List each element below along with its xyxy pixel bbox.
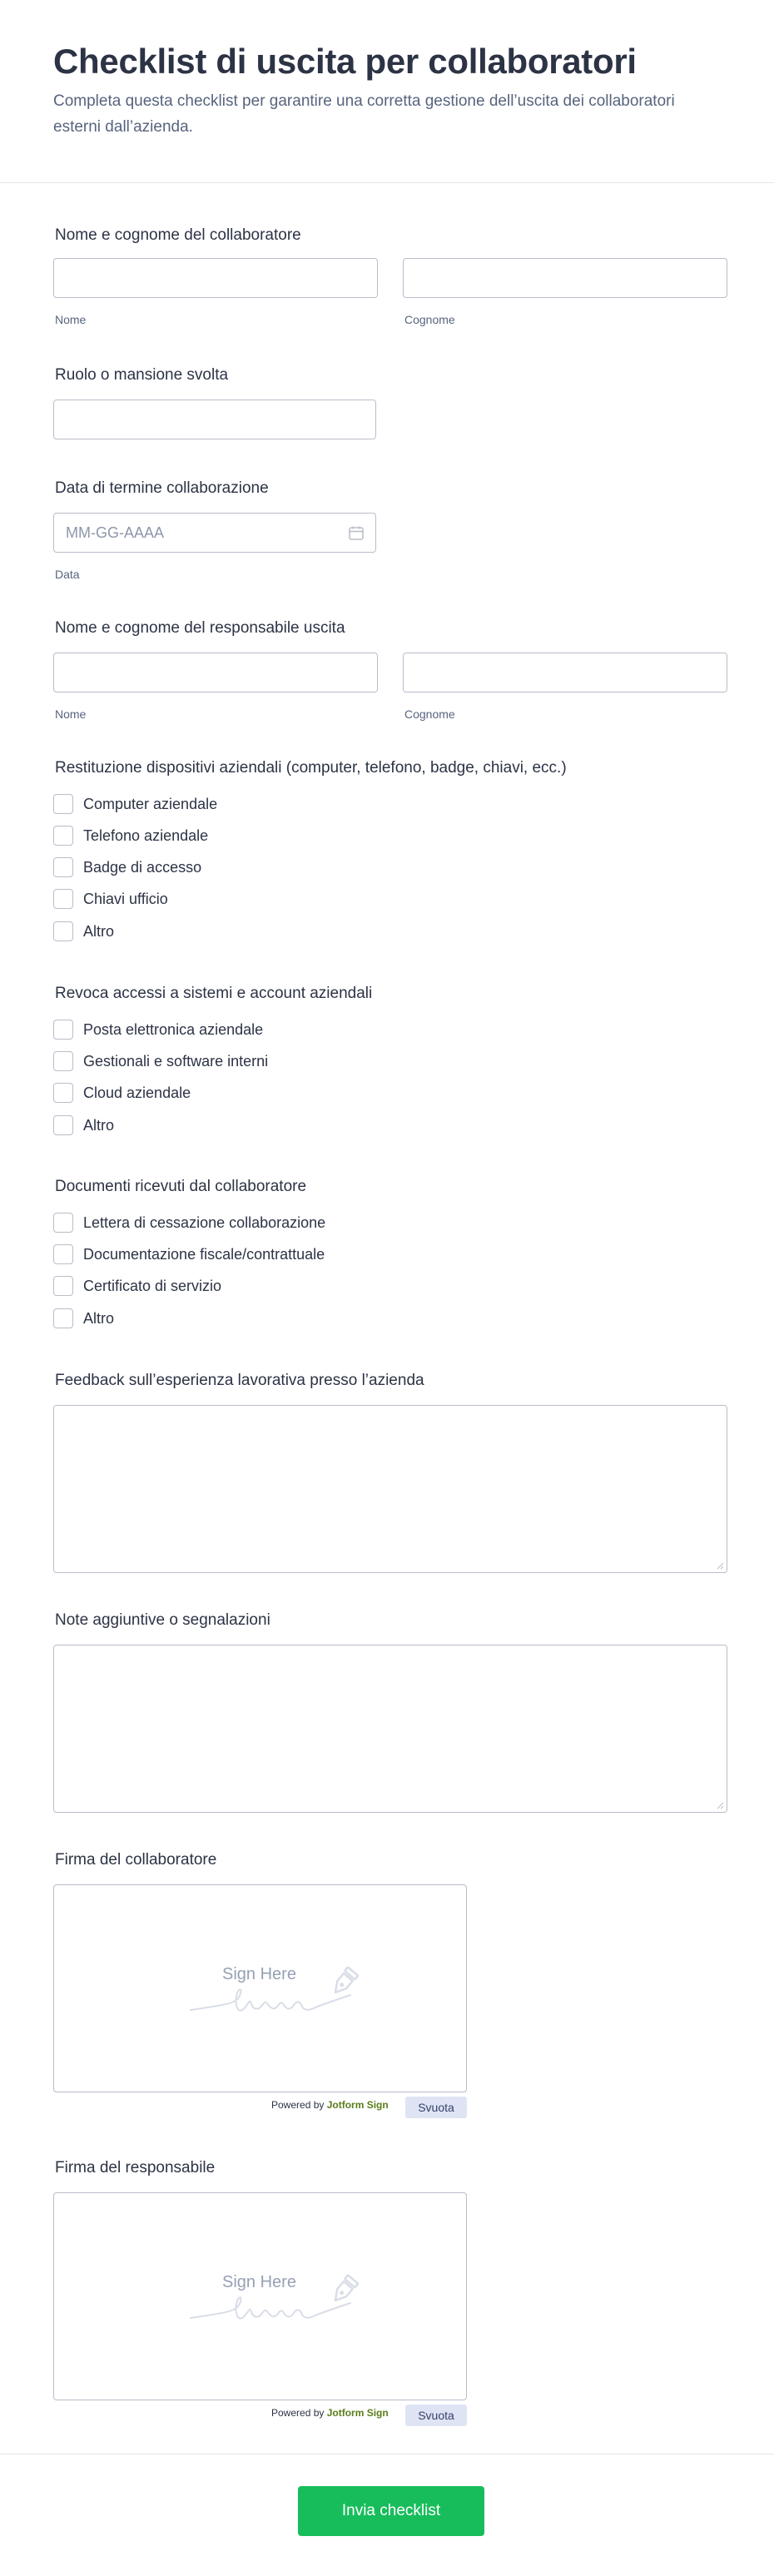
documents-label: Documenti ricevuti dal collaboratore xyxy=(55,1178,307,1195)
devices-option[interactable] xyxy=(53,793,217,815)
option-label: Documentazione fiscale/contrattuale xyxy=(83,1245,325,1263)
devices-option[interactable] xyxy=(53,888,168,910)
signature-placeholder: Sign Here xyxy=(222,1965,296,1983)
notes-input[interactable] xyxy=(54,1645,727,1812)
option-label: Cloud aziendale xyxy=(83,1084,191,1101)
manager-name-label: Nome e cognome del responsabile uscita xyxy=(55,619,345,637)
collaborator-first-name-sublabel: Nome xyxy=(55,313,87,326)
option-label: Badge di accesso xyxy=(83,858,202,876)
powered-by-label: Powered by xyxy=(271,2099,325,2111)
checkbox[interactable] xyxy=(53,1244,73,1264)
option-label: Certificato di servizio xyxy=(83,1277,222,1294)
powered-by-text xyxy=(271,2099,389,2111)
checkbox[interactable] xyxy=(53,1051,73,1071)
signature-collaborator-pad[interactable] xyxy=(53,1884,467,2092)
collaborator-last-name-field[interactable] xyxy=(403,258,727,298)
feedback-label: Feedback sull’esperienza lavorativa presso l’azienda xyxy=(55,1372,424,1389)
option-label: Altro xyxy=(83,922,115,940)
end-date-input[interactable] xyxy=(54,514,375,552)
access-option[interactable] xyxy=(53,1019,263,1040)
signature-placeholder: Sign Here xyxy=(222,2273,296,2291)
manager-first-name-field[interactable] xyxy=(53,653,378,692)
manager-last-name-sublabel: Cognome xyxy=(404,707,455,721)
checkbox[interactable] xyxy=(53,1308,73,1328)
collaborator-first-name-field[interactable] xyxy=(53,258,378,298)
form-footer xyxy=(0,2454,774,2576)
notes-textarea[interactable] xyxy=(53,1645,727,1813)
collaborator-first-name-input[interactable] xyxy=(54,259,377,297)
role-input[interactable] xyxy=(54,400,375,439)
documents-option[interactable] xyxy=(53,1275,221,1297)
manager-last-name-field[interactable] xyxy=(403,653,727,692)
option-label: Altro xyxy=(83,1116,115,1134)
option-label: Telefono aziendale xyxy=(83,826,209,844)
option-label: Gestionali e software interni xyxy=(83,1052,269,1070)
manager-last-name-input[interactable] xyxy=(404,653,727,692)
collaborator-last-name-input[interactable] xyxy=(404,259,727,297)
clear-signature-button[interactable]: Svuota xyxy=(405,2097,467,2118)
checkbox[interactable] xyxy=(53,1020,73,1040)
checkbox[interactable] xyxy=(53,921,73,941)
access-option[interactable] xyxy=(53,1114,114,1136)
calendar-icon[interactable] xyxy=(349,526,364,540)
powered-by-text xyxy=(271,2407,389,2419)
option-label: Posta elettronica aziendale xyxy=(83,1020,264,1038)
option-label: Lettera di cessazione collaborazione xyxy=(83,1214,326,1231)
signature-manager-label: Firma del responsabile xyxy=(55,2159,216,2176)
checkbox[interactable] xyxy=(53,1083,73,1103)
checkbox[interactable] xyxy=(53,1115,73,1135)
documents-option[interactable] xyxy=(53,1212,325,1233)
checkbox[interactable] xyxy=(53,794,73,814)
clear-signature-button[interactable]: Svuota xyxy=(405,2405,467,2426)
feedback-textarea[interactable] xyxy=(53,1405,727,1573)
access-option[interactable] xyxy=(53,1082,191,1104)
collaborator-name-label: Nome e cognome del collaboratore xyxy=(55,226,301,244)
collaborator-last-name-sublabel: Cognome xyxy=(404,313,455,326)
end-date-field[interactable] xyxy=(53,513,376,553)
page-title: Checklist di uscita per collaboratori xyxy=(53,42,637,81)
resize-grip-icon[interactable] xyxy=(716,1561,724,1570)
signature-collaborator-label: Firma del collaboratore xyxy=(55,1851,217,1869)
checkbox[interactable] xyxy=(53,1276,73,1296)
devices-option[interactable] xyxy=(53,921,114,942)
notes-label: Note aggiuntive o segnalazioni xyxy=(55,1611,270,1629)
documents-option[interactable] xyxy=(53,1308,114,1329)
checkbox[interactable] xyxy=(53,889,73,909)
end-date-label: Data di termine collaborazione xyxy=(55,479,269,497)
devices-label: Restituzione dispositivi aziendali (computer, telefono, badge, chiavi, ecc.) xyxy=(55,759,567,777)
devices-option[interactable] xyxy=(53,856,201,878)
role-label: Ruolo o mansione svolta xyxy=(55,366,229,384)
powered-by-label: Powered by xyxy=(271,2407,325,2419)
devices-option[interactable] xyxy=(53,825,208,846)
manager-first-name-input[interactable] xyxy=(54,653,377,692)
option-label: Altro xyxy=(83,1309,115,1327)
access-label: Revoca accessi a sistemi e account aziendali xyxy=(55,985,373,1002)
option-label: Computer aziendale xyxy=(83,795,218,812)
checkbox[interactable] xyxy=(53,857,73,877)
signature-manager-pad[interactable] xyxy=(53,2192,467,2400)
submit-button[interactable]: Invia checklist xyxy=(298,2486,484,2536)
end-date-sublabel: Data xyxy=(55,568,80,581)
resize-grip-icon[interactable] xyxy=(716,1801,724,1809)
form-header xyxy=(0,0,774,183)
page-description: Completa questa checklist per garantire una corretta gestione dell’uscita dei collaboratori esterni dall’azienda. xyxy=(53,92,675,136)
checkbox[interactable] xyxy=(53,826,73,846)
role-field[interactable] xyxy=(53,400,376,439)
option-label: Chiavi ufficio xyxy=(83,890,168,907)
access-option[interactable] xyxy=(53,1050,268,1072)
documents-option[interactable] xyxy=(53,1243,325,1265)
jotform-sign-brand: Jotform Sign xyxy=(326,2407,389,2419)
checkbox[interactable] xyxy=(53,1213,73,1233)
feedback-input[interactable] xyxy=(54,1406,727,1572)
jotform-sign-brand: Jotform Sign xyxy=(326,2099,389,2111)
manager-first-name-sublabel: Nome xyxy=(55,707,87,721)
